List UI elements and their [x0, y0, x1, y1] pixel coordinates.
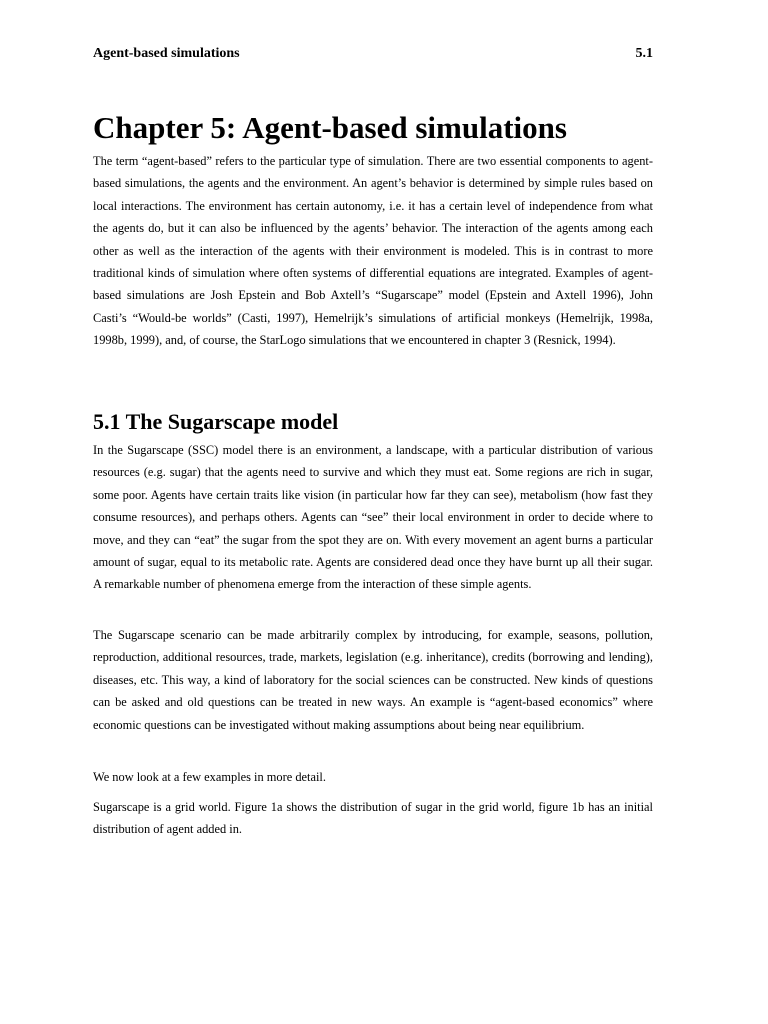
body-paragraph: The Sugarscape scenario can be made arbitrarily complex by introducing, for example, seasons, pollution, reproduction, additional resources, trade, markets, legislation (e.g. inheritance), credits (borrowing and lending), diseases, etc. This way, a kind of laboratory for the social sciences can be constructed. New kinds of questions can be asked and old questions can be treated in new ways. An example is “agent-based economics” where economic questions can be investigated without making assumptions about being near equilibrium. [93, 628, 653, 732]
section-title: 5.1 The Sugarscape model [93, 409, 339, 434]
section-number: 5.1 [635, 46, 653, 61]
intro-paragraph: The term “agent-based” refers to the particular type of simulation. There are two essential components to agent-based simulations, the agents and the environment. An agent’s behavior is determined by simple rules based on local interactions. The environment has certain autonomy, i.e. it has a certain level of independence from what the agents do, but it can also be influenced by the agents’ behavior. The interaction of the agents among each other as well as the interaction of the agents with their environment is modeled. This is in contrast to more traditional kinds of simulation where often systems of differential equations are integrated. Examples of agent-based simulations are Josh Epstein and Bob Axtell’s “Sugarscape” model (Epstein and Axtell 1996), John Casti’s “Would-be worlds” (Casti, 1997), Hemelrijk’s simulations of artificial monkeys (Hemelrijk, 1998a, 1998b, 1999), and, of course, the StarLogo simulations that we encountered in chapter 3 (Resnick, 1994). [93, 154, 653, 348]
chapter-title: Chapter 5: Agent-based simulations [93, 110, 567, 145]
body-paragraph: In the Sugarscape (SSC) model there is an environment, a landscape, with a particular distribution of various resources (e.g. sugar) that the agents need to survive and which they must eat. Some regions are rich in sugar, some poor. Agents have certain traits like vision (in particular how far they can see), metabolism (how fast they consume resources), and perhaps others. Agents can “see” their local environment in order to decide where to move, and they can “eat” the sugar from the spot they are on. With every movement an agent burns a particular amount of sugar, equal to its metabolic rate. Agents are considered dead once they have burnt up all their sugar. A remarkable number of phenomena emerge from the interaction of these simple agents. [93, 443, 653, 592]
running-header [93, 45, 653, 63]
body-paragraph: Sugarscape is a grid world. Figure 1a shows the distribution of sugar in the grid world, figure 1b has an initial distribution of agent added in. [93, 800, 653, 837]
running-title: Agent-based simulations [93, 46, 240, 61]
body-paragraph: We now look at a few examples in more detail. [93, 770, 326, 784]
